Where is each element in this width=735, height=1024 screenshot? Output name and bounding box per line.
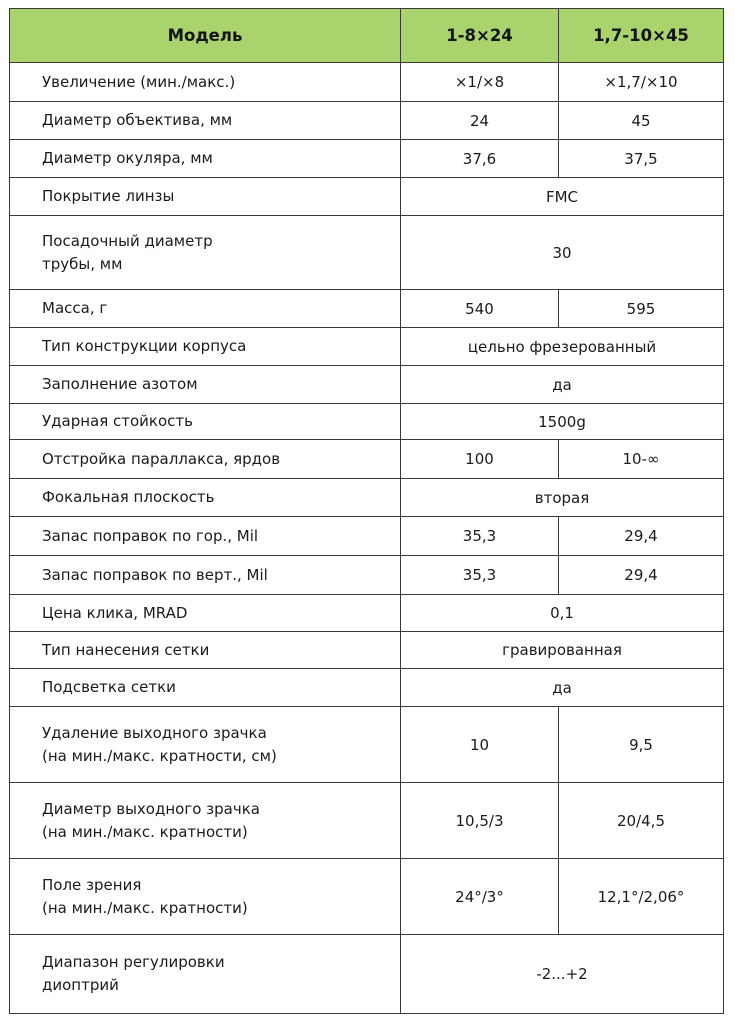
param-label: Диаметр окуляра, мм	[10, 140, 401, 178]
param-label: Диаметр выходного зрачка (на мин./макс. кратности)	[10, 783, 401, 859]
table-row	[10, 556, 724, 595]
value-cell-model-2: 20/4,5	[559, 783, 724, 859]
param-label: Запас поправок по верт., Mil	[10, 556, 401, 595]
value-cell-merged: -2...+2	[401, 935, 724, 1014]
value-cell-model-2: 595	[559, 290, 724, 328]
value-cell-model-1: ×1/×8	[401, 63, 559, 102]
model-2-header: 1,7-10×45	[559, 9, 724, 63]
value-cell-model-2: 10-∞	[559, 440, 724, 479]
param-label: Удаление выходного зрачка (на мин./макс. кратности, см)	[10, 707, 401, 783]
param-label: Фокальная плоскость	[10, 479, 401, 517]
table-row	[10, 102, 724, 140]
param-label: Заполнение азотом	[10, 366, 401, 404]
value-cell-model-2: ×1,7/×10	[559, 63, 724, 102]
param-label: Поле зрения (на мин./макс. кратности)	[10, 859, 401, 935]
param-label: Масса, г	[10, 290, 401, 328]
value-cell-model-1: 24°/3°	[401, 859, 559, 935]
value-cell-model-1: 37,6	[401, 140, 559, 178]
table-row	[10, 404, 724, 440]
table-row	[10, 669, 724, 707]
model-1-header: 1-8×24	[401, 9, 559, 63]
value-cell-merged: да	[401, 669, 724, 707]
param-label: Диапазон регулировки диоптрий	[10, 935, 401, 1014]
value-cell-model-2: 37,5	[559, 140, 724, 178]
param-label: Ударная стойкость	[10, 404, 401, 440]
table-row	[10, 935, 724, 1014]
param-label: Покрытие линзы	[10, 178, 401, 216]
table-row	[10, 440, 724, 479]
spec-table-body	[10, 63, 724, 1014]
table-row	[10, 783, 724, 859]
param-label: Запас поправок по гор., Mil	[10, 517, 401, 556]
value-cell-merged: FMC	[401, 178, 724, 216]
value-cell-merged: цельно фрезерованный	[401, 328, 724, 366]
table-row	[10, 479, 724, 517]
value-cell-model-1: 35,3	[401, 517, 559, 556]
table-row	[10, 632, 724, 669]
value-cell-model-2: 12,1°/2,06°	[559, 859, 724, 935]
table-row	[10, 707, 724, 783]
value-cell-model-2: 9,5	[559, 707, 724, 783]
table-row	[10, 290, 724, 328]
value-cell-model-2: 29,4	[559, 517, 724, 556]
table-row	[10, 366, 724, 404]
value-cell-model-2: 29,4	[559, 556, 724, 595]
table-row	[10, 178, 724, 216]
param-label: Диаметр объектива, мм	[10, 102, 401, 140]
value-cell-merged: гравированная	[401, 632, 724, 669]
param-label: Цена клика, MRAD	[10, 595, 401, 632]
value-cell-merged: 30	[401, 216, 724, 290]
param-label: Посадочный диаметр трубы, мм	[10, 216, 401, 290]
spec-table	[9, 8, 724, 1014]
table-row	[10, 63, 724, 102]
param-label: Тип нанесения сетки	[10, 632, 401, 669]
table-row	[10, 859, 724, 935]
value-cell-model-1: 540	[401, 290, 559, 328]
param-label: Увеличение (мин./макс.)	[10, 63, 401, 102]
param-label: Отстройка параллакса, ярдов	[10, 440, 401, 479]
value-cell-merged: да	[401, 366, 724, 404]
value-cell-model-1: 10,5/3	[401, 783, 559, 859]
value-cell-merged: 0,1	[401, 595, 724, 632]
value-cell-model-1: 10	[401, 707, 559, 783]
table-row	[10, 216, 724, 290]
table-row	[10, 595, 724, 632]
model-header: Модель	[10, 9, 401, 63]
param-label: Тип конструкции корпуса	[10, 328, 401, 366]
value-cell-merged: 1500g	[401, 404, 724, 440]
value-cell-model-1: 24	[401, 102, 559, 140]
value-cell-model-1: 100	[401, 440, 559, 479]
table-row	[10, 517, 724, 556]
value-cell-model-1: 35,3	[401, 556, 559, 595]
table-row	[10, 140, 724, 178]
value-cell-model-2: 45	[559, 102, 724, 140]
table-row	[10, 328, 724, 366]
header-row	[10, 9, 724, 63]
value-cell-merged: вторая	[401, 479, 724, 517]
param-label: Подсветка сетки	[10, 669, 401, 707]
spec-table-header	[10, 9, 724, 63]
